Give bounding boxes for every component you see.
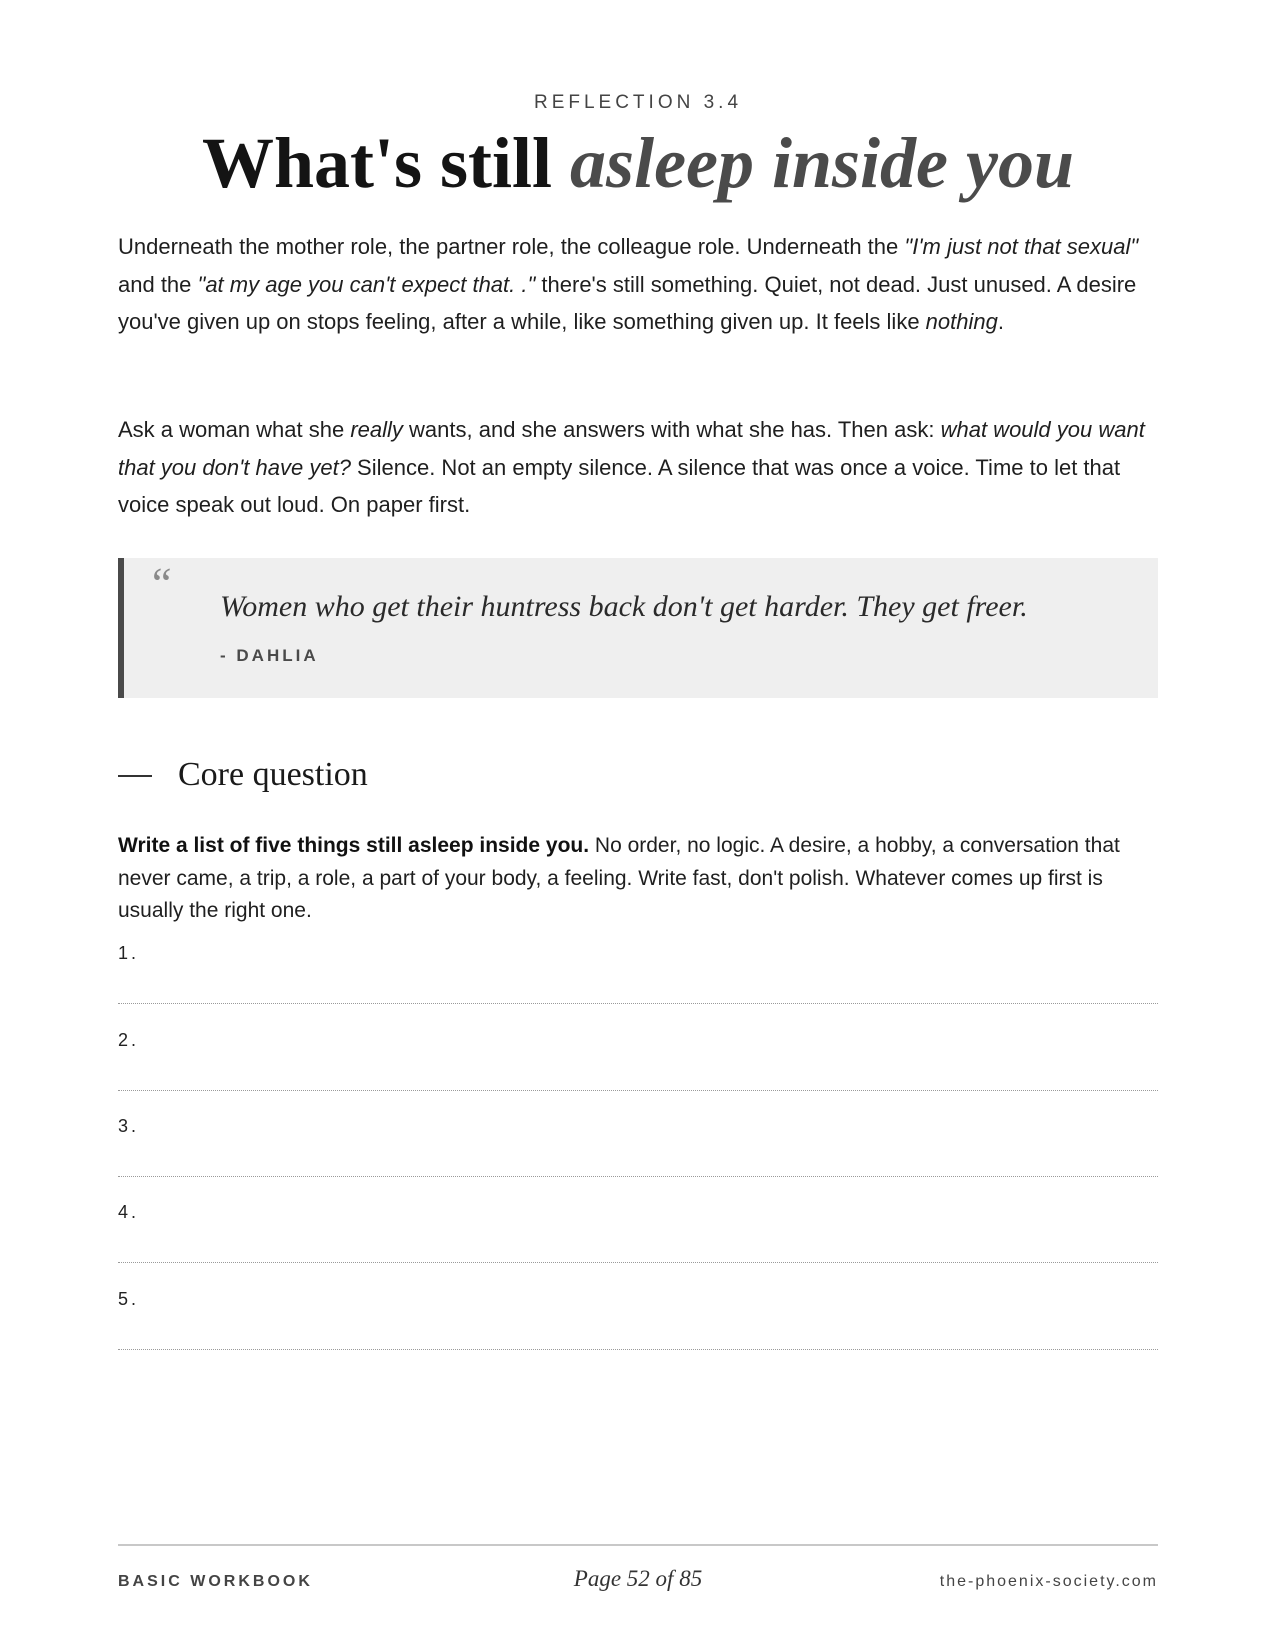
section-divider bbox=[118, 775, 152, 777]
quote-mark-icon: “ bbox=[152, 559, 172, 608]
reflection-label: REFLECTION 3.4 bbox=[533, 92, 743, 113]
writing-prompt bbox=[118, 830, 1158, 928]
answer-number: 2. bbox=[118, 1030, 140, 1050]
answer-line[interactable] bbox=[118, 1030, 1158, 1091]
page-number: Page 52 of 85 bbox=[573, 1566, 703, 1591]
footer-divider bbox=[118, 1544, 1158, 1546]
title-plain: What's still bbox=[201, 123, 571, 203]
pull-quote bbox=[118, 558, 1158, 698]
quote-text: Women who get their huntress back don't get harder. They get freer. bbox=[220, 590, 1028, 623]
answer-number: 5. bbox=[118, 1289, 140, 1309]
quote-attribution: - DAHLIA bbox=[220, 646, 319, 665]
body-text: Underneath the mother role, the partner role, the colleague role. Underneath the bbox=[118, 234, 905, 259]
body-text: and the bbox=[118, 271, 198, 297]
section-title: Core question bbox=[178, 756, 368, 793]
answer-line[interactable] bbox=[118, 1202, 1158, 1263]
answer-number: 4. bbox=[118, 1202, 140, 1222]
footer-workbook-name: BASIC WORKBOOK bbox=[118, 1573, 313, 1590]
answer-line[interactable] bbox=[118, 1116, 1158, 1177]
emphasis-text: "at my age you can't expect that. ." bbox=[197, 271, 536, 297]
workbook-page bbox=[118, 0, 1158, 1650]
intro-paragraph-1 bbox=[118, 228, 1158, 341]
emphasis-text: really bbox=[350, 417, 403, 442]
answer-number: 3. bbox=[118, 1116, 140, 1136]
body-text: wants, and she answers with what she has. Then ask: bbox=[402, 417, 941, 442]
emphasis-text: "I'm just not that sexual" bbox=[904, 234, 1139, 259]
prompt-bold: Write a list of five things still asleep inside you. bbox=[118, 834, 590, 857]
title-italic: asleep inside you bbox=[570, 123, 1075, 203]
footer-website: the-phoenix-society.com bbox=[939, 1573, 1158, 1590]
intro-paragraph-2 bbox=[118, 411, 1158, 524]
page-title bbox=[118, 118, 1158, 208]
body-text: there's still something. Quiet, not dead. Just unused. A desire you've given up on stops feeling, after a while, like something given up. It feels like bbox=[118, 271, 1137, 334]
answer-number: 1. bbox=[118, 943, 140, 963]
emphasis-text: nothing bbox=[925, 309, 998, 334]
body-text: Ask a woman what she bbox=[118, 417, 351, 442]
answer-line[interactable] bbox=[118, 943, 1158, 1004]
body-text: . bbox=[997, 309, 1004, 334]
body-text: Silence. Not an empty silence. A silence that was once a voice. Time to let that voice speak out loud. On paper first. bbox=[118, 454, 1121, 517]
answer-line[interactable] bbox=[118, 1289, 1158, 1350]
emphasis-text: what would you want that you don't have yet? bbox=[118, 417, 1145, 480]
prompt-rest: No order, no logic. A desire, a hobby, a conversation that never came, a trip, a role, a part of your body, a feeling. Write fast, don't polish. Whatever comes up first is usually the right one. bbox=[118, 834, 1120, 922]
